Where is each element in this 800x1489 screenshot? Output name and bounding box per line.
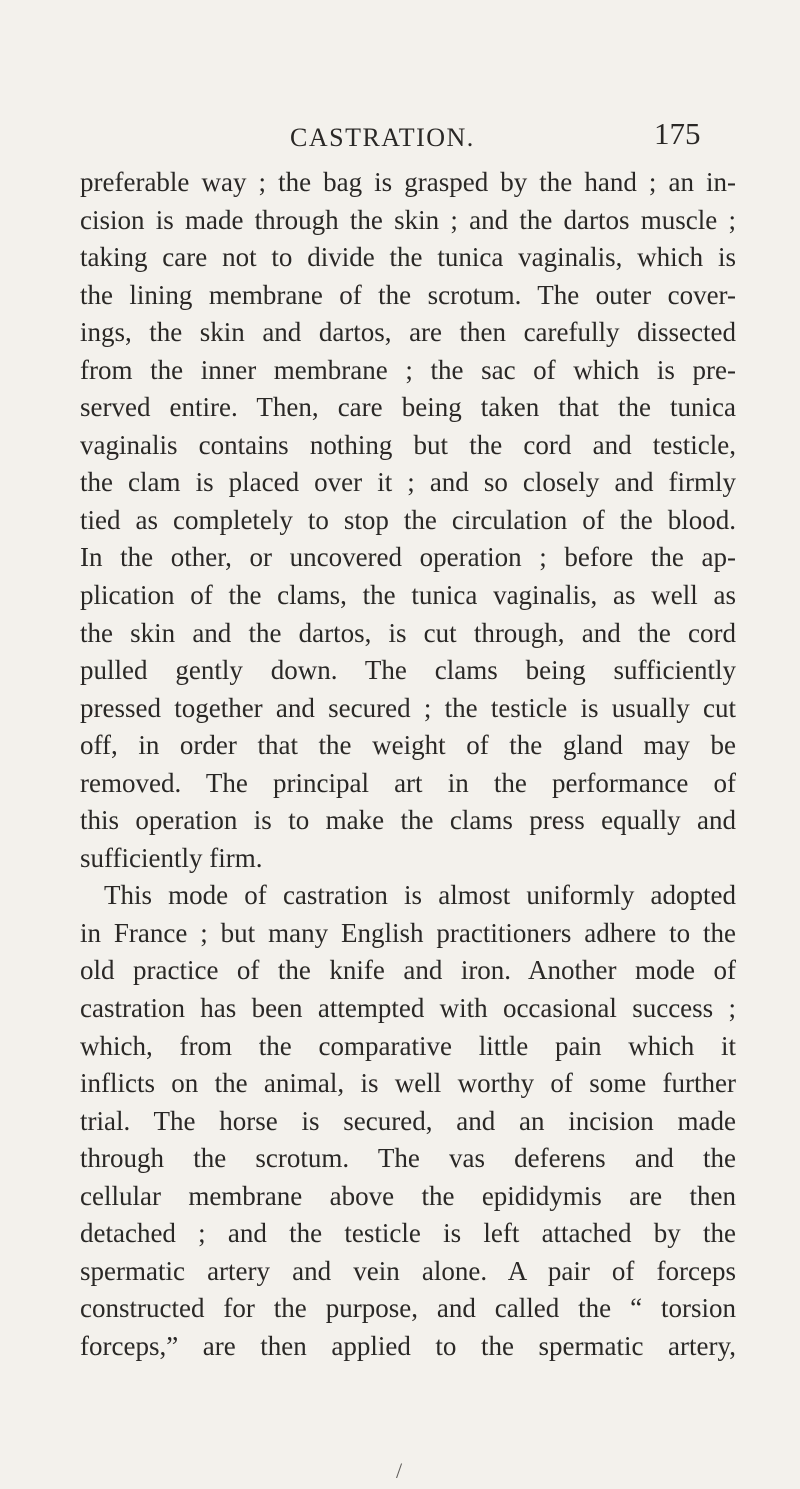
text-line: this operation is to make the clams press equally and	[80, 805, 736, 836]
text-line: the lining membrane of the scrotum. The outer cover-	[80, 279, 736, 310]
text-line: This mode of castration is almost uniformly adopted	[104, 880, 736, 911]
text-line: pulled gently down. The clams being sufficiently	[80, 655, 736, 686]
page-number: 175	[654, 116, 701, 151]
text-line: ings, the skin and dartos, are then carefully dissected	[80, 317, 736, 348]
text-line: from the inner membrane ; the sac of which is pre-	[80, 354, 736, 385]
text-line: cision is made through the skin ; and the dartos muscle ;	[80, 204, 736, 235]
text-line: tied as completely to stop the circulation of the blood.	[80, 504, 736, 535]
text-line: the skin and the dartos, is cut through, and the cord	[80, 617, 736, 648]
text-line: the clam is placed over it ; and so closely and firmly	[80, 467, 736, 498]
text-line: through the scrotum. The vas deferens and the	[80, 1143, 736, 1174]
text-line: removed. The principal art in the performance of	[80, 767, 736, 798]
text-line: constructed for the purpose, and called the “ torsion	[80, 1293, 736, 1324]
text-line: sufficiently firm.	[80, 842, 263, 873]
text-line: in France ; but many English practitioners adhere to the	[80, 917, 736, 948]
text-line: served entire. Then, care being taken that the tunica	[80, 392, 736, 423]
text-line: inflicts on the animal, is well worthy of some further	[80, 1068, 736, 1099]
text-line: cellular membrane above the epididymis are then	[80, 1180, 736, 1211]
text-line: plication of the clams, the tunica vaginalis, as well as	[80, 580, 736, 611]
text-line: off, in order that the weight of the gland may be	[80, 730, 736, 761]
text-line: trial. The horse is secured, and an incision made	[80, 1105, 736, 1136]
text-line: preferable way ; the bag is grasped by the hand ; an in-	[80, 167, 736, 197]
text-line: spermatic artery and vein alone. A pair of forceps	[80, 1255, 736, 1286]
body-text	[80, 164, 736, 1366]
text-line: vaginalis contains nothing but the cord and testicle,	[80, 429, 736, 460]
text-line: In the other, or uncovered operation ; before the ap-	[80, 542, 736, 573]
text-line: castration has been attempted with occasional success ;	[80, 993, 736, 1024]
text-line: detached ; and the testicle is left attached by the	[80, 1218, 736, 1249]
text-line: forceps,” are then applied to the spermatic artery,	[80, 1330, 736, 1361]
running-title: CASTRATION.	[290, 123, 475, 152]
running-head	[0, 118, 800, 158]
text-line: old practice of the knife and iron. Another mode of	[80, 955, 736, 986]
text-line: pressed together and secured ; the testicle is usually cut	[80, 692, 736, 723]
text-line: which, from the comparative little pain which it	[80, 1030, 736, 1061]
footer-mark: /	[396, 1458, 403, 1483]
text-line: taking care not to divide the tunica vaginalis, which is	[80, 242, 736, 273]
